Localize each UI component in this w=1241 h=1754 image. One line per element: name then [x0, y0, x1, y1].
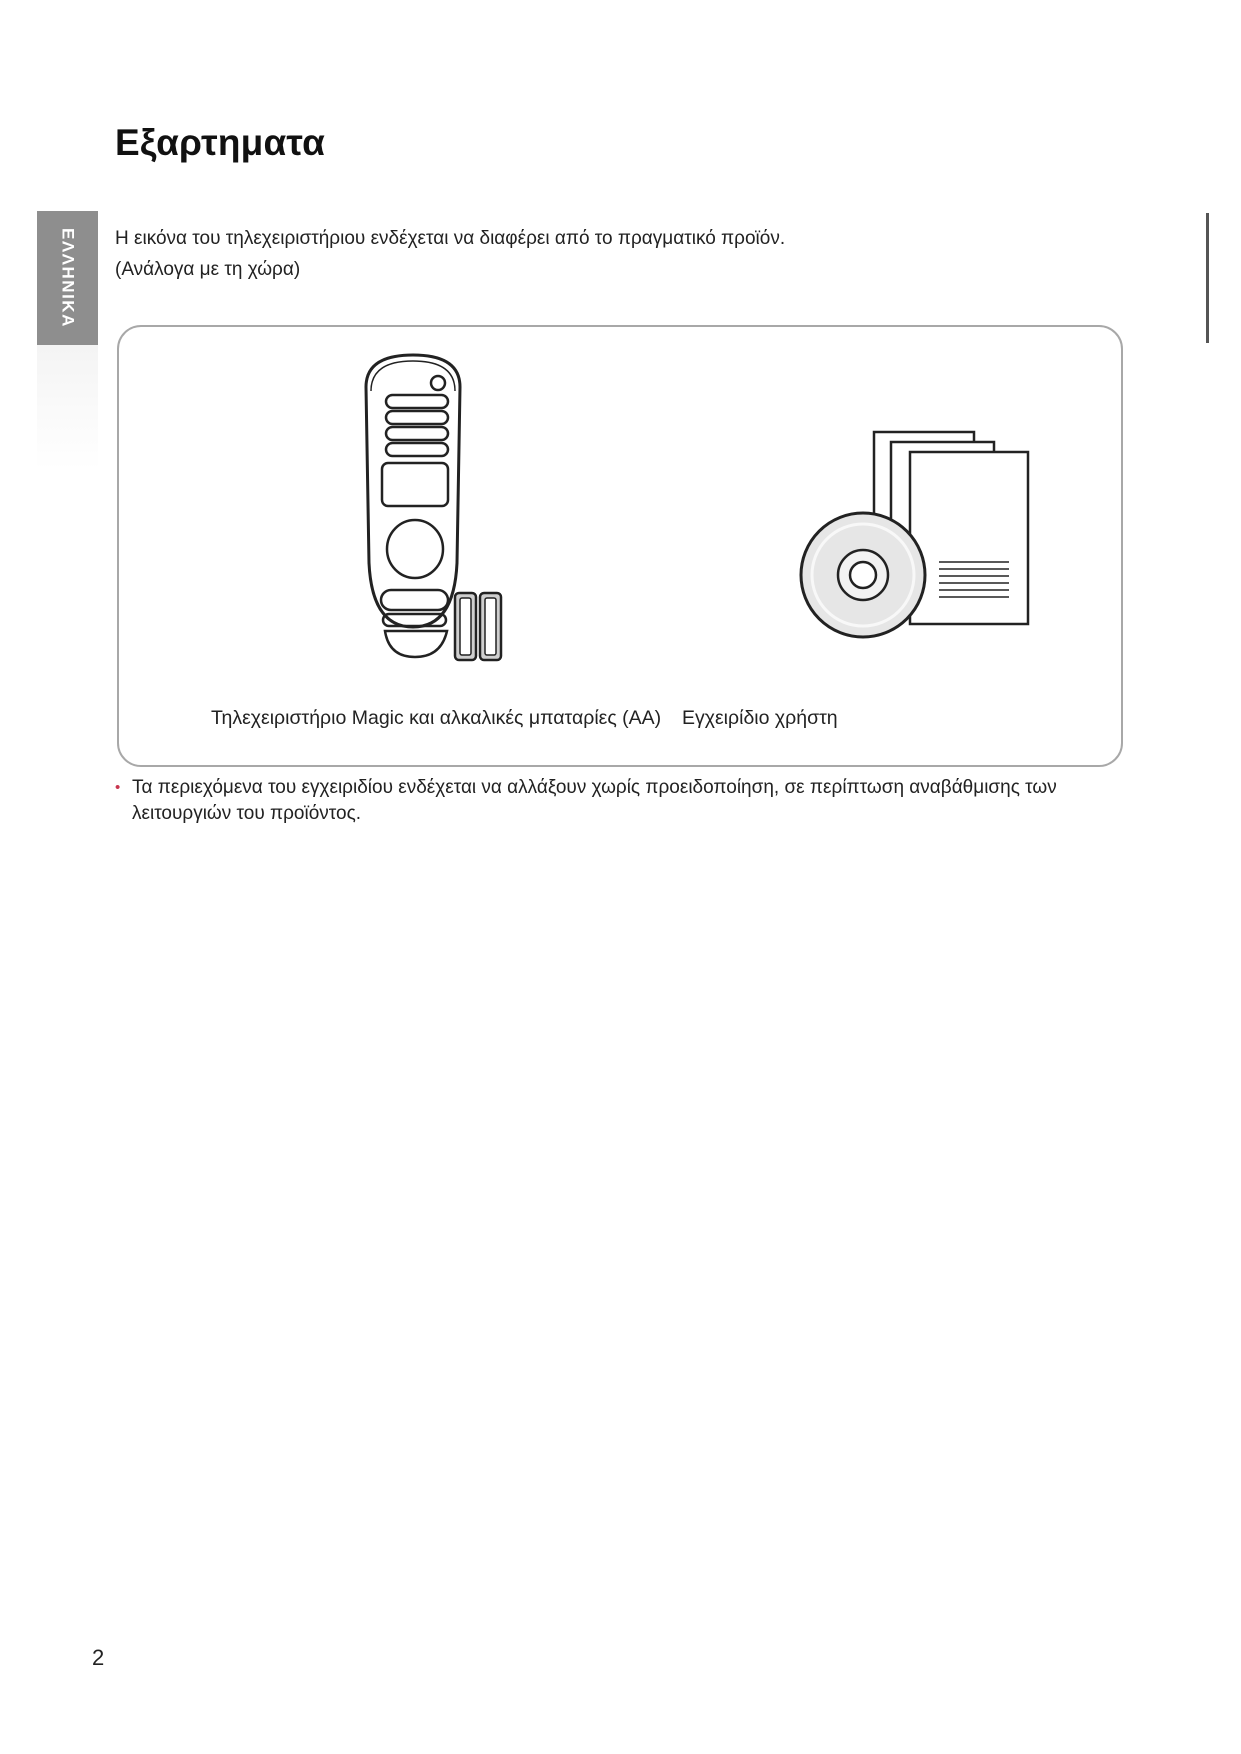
right-margin-rule: [1206, 213, 1209, 343]
language-tab: [37, 211, 98, 345]
page-number: 2: [92, 1645, 105, 1670]
accessories-box: [117, 325, 1123, 767]
language-tab-fade: [37, 345, 98, 470]
remote-caption: Τηλεχειριστήριο Magic και αλκαλικές μπαταρίες (AA): [211, 707, 662, 729]
language-tab-label: ΕΛΛΗΝΙΚΑ: [58, 228, 78, 328]
magic-remote-icon: [366, 355, 460, 657]
note-text: Τα περιεχόμενα του εγχειριδίου ενδέχεται να αλλάξουν χωρίς προειδοποίηση, σε περίπτωση αναβάθμισης των λειτουργιών του προϊόντος.: [132, 777, 1057, 824]
intro-text: [115, 223, 785, 285]
accessories-illustration: [119, 327, 1125, 769]
update-note: [115, 775, 1115, 827]
cd-icon: [801, 513, 925, 637]
manual-caption: Εγχειρίδιο χρήστη: [682, 707, 838, 729]
bullet-icon: •: [115, 779, 121, 796]
intro-line-2: (Ανάλογα με τη χώρα): [115, 259, 301, 280]
page-title: Εξαρτηματα: [115, 122, 326, 163]
aa-batteries-icon: [455, 593, 501, 660]
intro-line-1: Η εικόνα του τηλεχειριστήριου ενδέχεται να διαφέρει από το πραγματικό προϊόν.: [115, 228, 786, 249]
